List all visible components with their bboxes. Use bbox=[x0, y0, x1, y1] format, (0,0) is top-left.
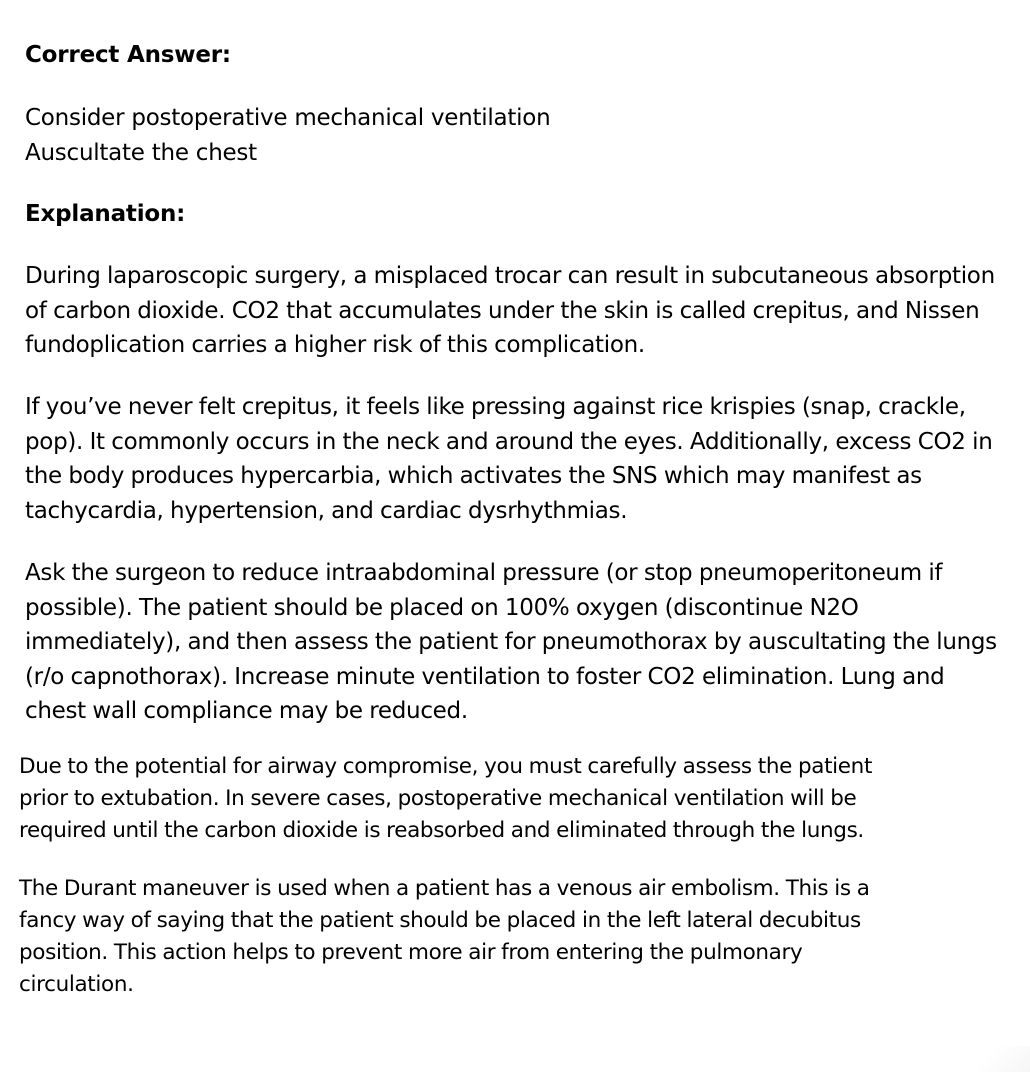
correct-answer-heading: Correct Answer: bbox=[25, 42, 231, 68]
explanation-paragraph: If you’ve never felt crepitus, it feels like pressing against rice krispies (snap, crackle, pop). It commonly occurs in the neck and around the eyes. Additionally, excess CO2 in the body produces hypercarbia, which activates the SNS which may manifest as tachycardia, hypertension, and cardiac dysrhythmias. bbox=[25, 394, 993, 524]
correct-answer-item: Auscultate the chest bbox=[25, 140, 257, 166]
explanation-paragraph: During laparoscopic surgery, a misplaced trocar can result in subcutaneous absorption of carbon dioxide. CO2 that accumulates under the skin is called crepitus, and Nissen fundoplication carries a higher risk of this complication. bbox=[25, 263, 995, 358]
correct-answer-item: Consider postoperative mechanical ventilation bbox=[25, 105, 551, 131]
explanation-paragraph: Due to the potential for airway compromise, you must carefully assess the patient prior to extubation. In severe cases, postoperative mechanical ventilation will be required until the carbon dioxide is reabsorbed and eliminated through the lungs. bbox=[19, 754, 873, 843]
corner-shade bbox=[960, 1046, 1030, 1072]
explanation-paragraph: The Durant maneuver is used when a patient has a venous air embolism. This is a fancy way of saying that the patient should be placed in the left lateral decubitus position. This action helps to prevent more air from entering the pulmonary circulation. bbox=[19, 876, 870, 997]
explanation-paragraph: Ask the surgeon to reduce intraabdominal pressure (or stop pneumoperitoneum if possible). The patient should be placed on 100% oxygen (discontinue N2O immediately), and then assess the patient for pneumothorax by auscultating the lungs (r/o capnothorax). Increase minute ventilation to foster CO2 elimination. Lung and chest wall compliance may be reduced. bbox=[25, 560, 997, 724]
explanation-heading: Explanation: bbox=[25, 201, 186, 227]
